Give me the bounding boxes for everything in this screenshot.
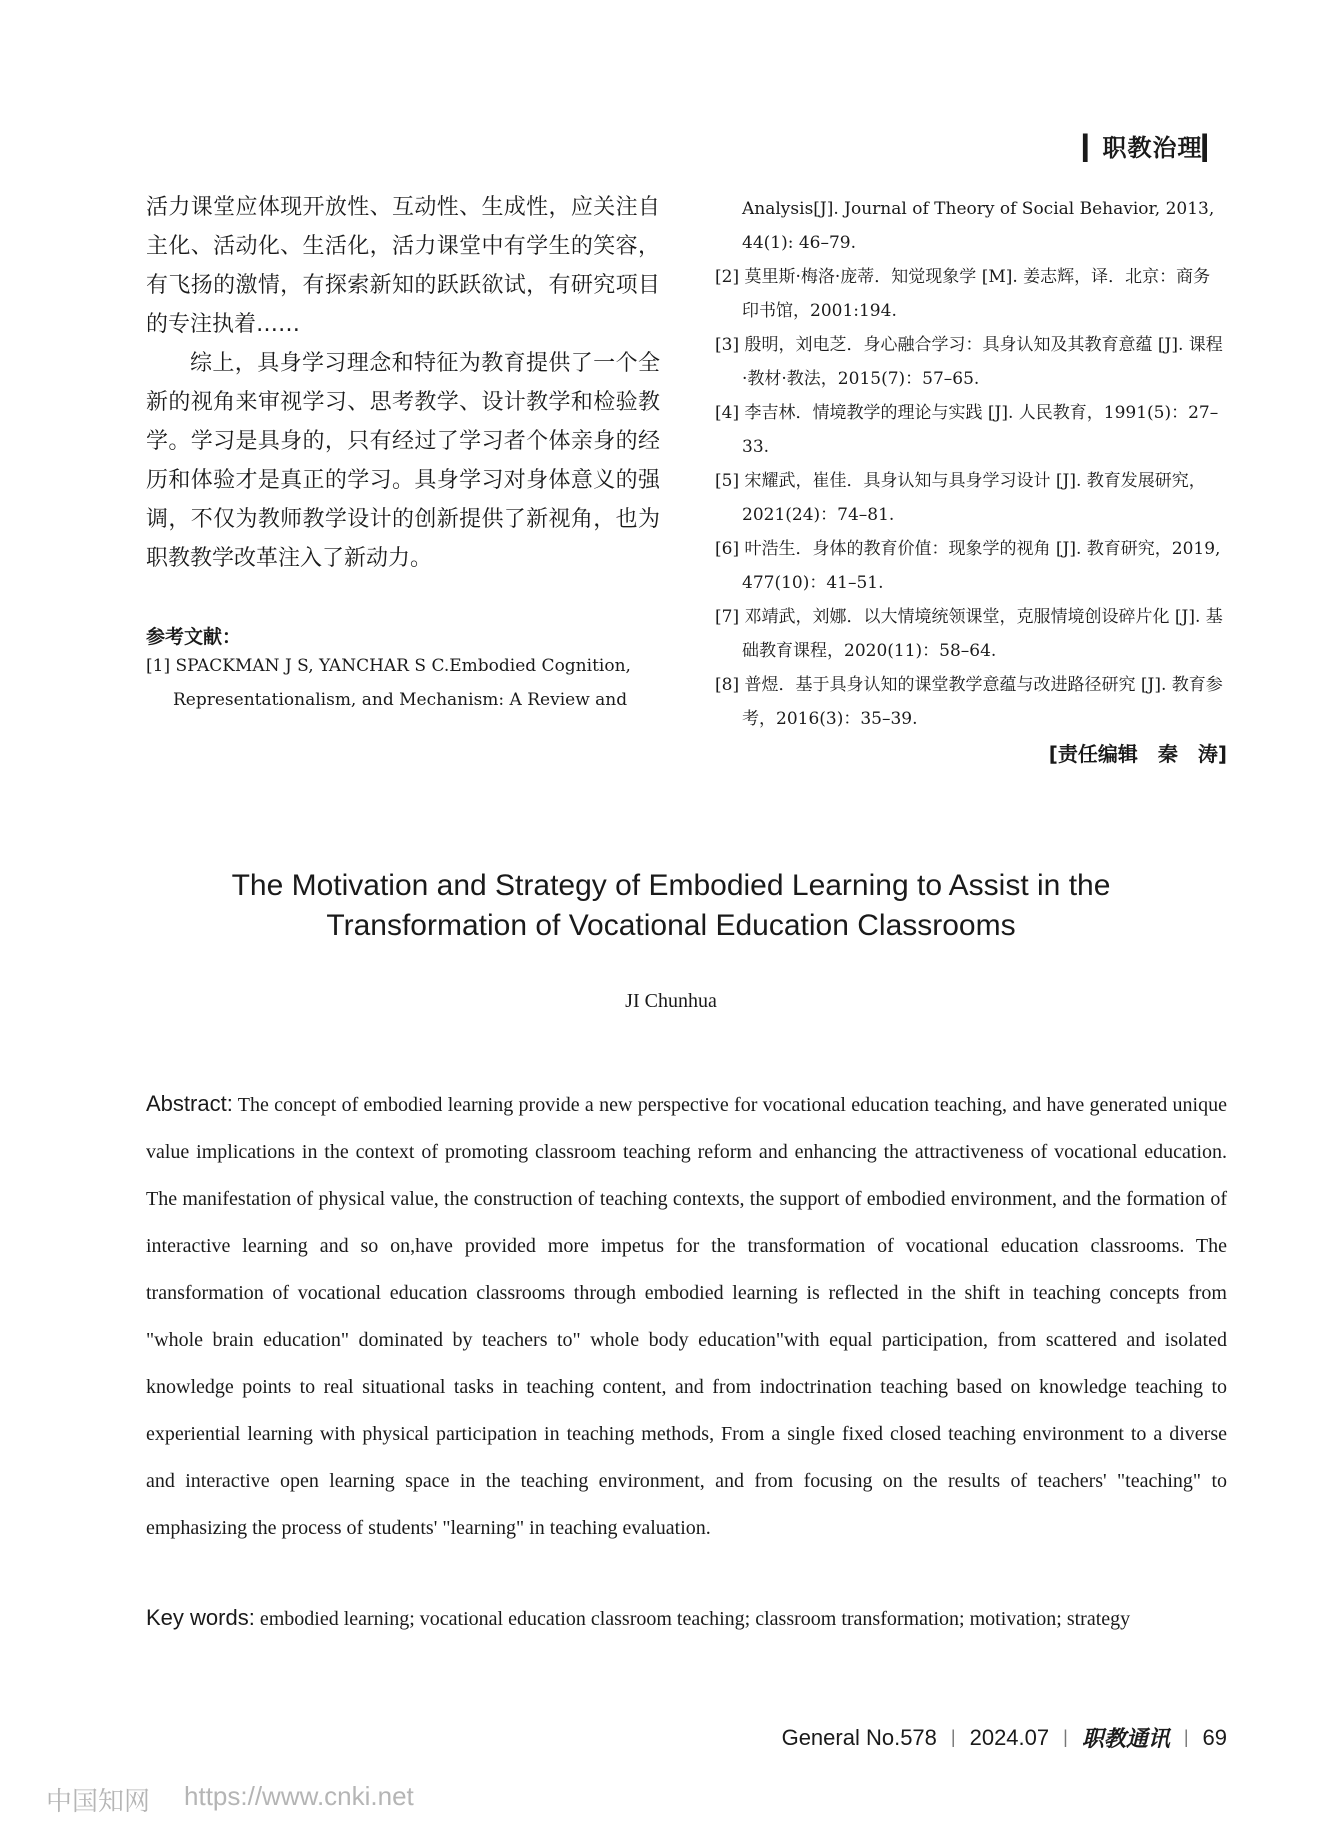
issue-date: 2024.07	[969, 1724, 1050, 1750]
reference-item: [7] 邓靖武，刘娜．以大情境统领课堂，克服情境创设碎片化 [J]. 基础教育课程，2020(11)：58–64.	[715, 607, 1223, 661]
keywords-label: Key words:	[146, 1605, 255, 1630]
footer-divider: |	[950, 1727, 956, 1747]
author-name: JI Chunhua	[625, 990, 717, 1012]
reference-continuation: Analysis[J]. Journal of Theory of Social Behavior, 2013, 44(1): 46–79.	[742, 199, 1215, 253]
watermark-site: 中国知网	[46, 1787, 151, 1817]
english-title-line-1: The Motivation and Strategy of Embodied Learning to Assist in the	[231, 869, 1111, 902]
page-footer	[782, 1722, 1227, 1753]
reference-item: [1] SPACKMAN J S, YANCHAR S C.Embodied Cognition, Representationalism, and Mechanism: A Review and	[146, 656, 631, 710]
right-column	[715, 192, 1227, 767]
reference-item: [8] 普煜．基于具身认知的课堂教学意蕴与改进路径研究 [J]. 教育参考，2016(3)：35–39.	[715, 675, 1223, 729]
abstract-text: The concept of embodied learning provide a new perspective for vocational education teaching, and have generated unique value implications in the context of promoting classroom teaching reform and enhancing the attractiveness of vocational education. The manifestation of physical value, the construction of teaching contexts, the support of embodied environment, and the formation of interactive learning and so on,have provided more impetus for the transformation of vocational education classrooms. The transformation of vocational education classrooms through embodied learning is reflected in the shift in teaching concepts from "whole brain education" dominated by teachers to" whole body education"with equal participation, from scattered and isolated knowledge points to real situational tasks in teaching content, and from indoctrination teaching based on knowledge teaching to experiential learning with physical participation in teaching methods, From a single fixed closed teaching environment to a diverse and interactive open learning space in the teaching environment, and from focusing on the results of teachers' "teaching" to emphasizing the process of students' "learning" in teaching evaluation.	[146, 1094, 1227, 1539]
body-paragraph: 活力课堂应体现开放性、互动性、生成性，应关注自主化、活动化、生活化，活力课堂中有学生的笑容，有飞扬的激情，有探索新知的跃跃欲试，有研究项目的专注执着……	[146, 195, 660, 337]
journal-name: 职教通讯	[1081, 1726, 1170, 1752]
reference-item: [3] 殷明，刘电芝．身心融合学习：具身认知及其教育意蕴 [J]. 课程·教材·教法，2015(7)：57–65.	[715, 335, 1223, 389]
reference-item: [5] 宋耀武，崔佳．具身认知与具身学习设计 [J]. 教育发展研究，2021(24)：74–81.	[715, 471, 1206, 525]
abstract-label: Abstract:	[146, 1091, 233, 1116]
reference-item: [6] 叶浩生．身体的教育价值：现象学的视角 [J]. 教育研究，2019, 477(10)：41–51.	[715, 539, 1221, 593]
responsible-editor: [责任编辑 秦 涛]	[1048, 742, 1227, 766]
abstract	[146, 1080, 1227, 1552]
section-tag: ▎职教治理▎	[1083, 134, 1222, 162]
keywords	[146, 1594, 1227, 1643]
body-paragraph: 综上，具身学习理念和特征为教育提供了一个全新的视角来审视学习、思考教学、设计教学和检验教学。学习是具身的，只有经过了学习者个体亲身的经历和体验才是真正的学习。具身学习对身体意义的强调，不仅为教师教学设计的创新提供了新视角，也为职教教学改革注入了新动力。	[146, 351, 660, 571]
cnki-watermark	[46, 1781, 414, 1818]
footer-divider: |	[1183, 1727, 1189, 1747]
keywords-text: embodied learning; vocational education classroom teaching; classroom transformation; motivation; strategy	[254, 1608, 1131, 1630]
footer-divider: |	[1063, 1727, 1068, 1747]
watermark-url: https://www.cnki.net	[184, 1781, 414, 1811]
reference-item: [4] 李吉林．情境教学的理论与实践 [J]. 人民教育，1991(5)：27–33.	[715, 403, 1219, 457]
left-column	[146, 188, 660, 717]
english-title-line-2: Transformation of Vocational Education Classrooms	[326, 909, 1016, 942]
page-number: 69	[1202, 1724, 1227, 1750]
english-title	[0, 866, 1342, 946]
reference-item: [2] 莫里斯·梅洛·庞蒂．知觉现象学 [M]. 姜志辉，译．北京：商务印书馆，2001:194.	[715, 267, 1211, 321]
references-title: 参考文献：	[146, 626, 242, 648]
issue-number: General No.578	[781, 1724, 937, 1750]
